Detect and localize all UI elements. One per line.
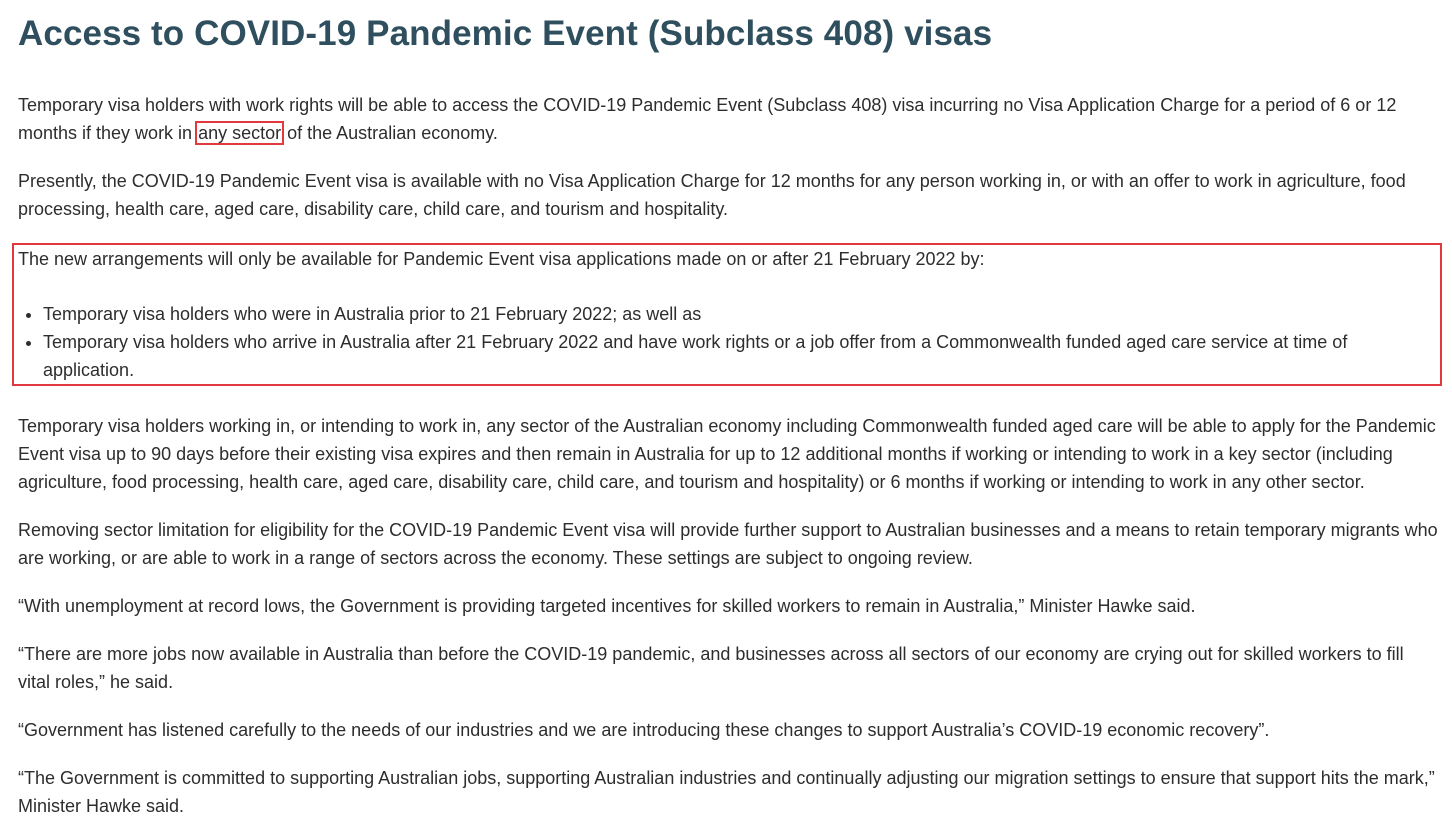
highlight-any-sector: any sector [198, 123, 282, 143]
paragraph-access [18, 91, 1440, 147]
list-item: • Temporary visa holders who were in Australia prior to 21 February 2022; as well as [43, 300, 1440, 328]
quote-government-committed: “The Government is committed to supporting Australian jobs, supporting Australian industries and continually adjusting our migration settings to ensure that support hits the mark,” Minister Hawke said. [18, 768, 1435, 816]
paragraph-removing-limitation: Removing sector limitation for eligibility for the COVID-19 Pandemic Event visa will provide further support to Australian businesses and a means to retain temporary migrants who are working, or are able to work in a range of sectors across the economy. These settings are subject to ongoing review. [18, 520, 1438, 568]
paragraph-temporary-holders: Temporary visa holders working in, or intending to work in, any sector of the Australian economy including Commonwealth funded aged care will be able to apply for the Pandemic Event visa up to 90 days before their existing visa expires and then remain in Australia for up to 12 additional months if working or intending to work in a key sector (including agriculture, food processing, health care, aged care, disability care, child care, and tourism and hospitality) or 6 months if working or intending to work in any other sector. [18, 416, 1436, 492]
quote-unemployment: “With unemployment at record lows, the Government is providing targeted incentives for skilled workers to remain in Australia,” Minister Hawke said. [18, 596, 1196, 616]
paragraph-presently: Presently, the COVID-19 Pandemic Event visa is available with no Visa Application Charge for 12 months for any person working in, or with an offer to work in agriculture, food processing, health care, aged care, disability care, child care, and tourism and hospitality. [18, 171, 1406, 219]
arrangements-list [18, 300, 1440, 384]
highlight-box-arrangements [12, 243, 1442, 386]
paragraph-access-text-after: of the Australian economy. [282, 123, 498, 143]
arrangements-intro: The new arrangements will only be available for Pandemic Event visa applications made on or after 21 February 2022 by: [18, 249, 985, 269]
page-title: Access to COVID-19 Pandemic Event (Subclass 408) visas [18, 14, 993, 53]
paragraph-access-text-before: Temporary visa holders with work rights will be able to access the COVID-19 Pandemic Event (Subclass 408) visa incurring no Visa Application Charge for a period of 6 or 12 months if they work in [18, 95, 1397, 143]
quote-more-jobs: “There are more jobs now available in Australia than before the COVID-19 pandemic, and businesses across all sectors of our economy are crying out for skilled workers to fill vital roles,” he said. [18, 644, 1404, 692]
list-item: • Temporary visa holders who arrive in Australia after 21 February 2022 and have work rights or a job offer from a Commonwealth funded aged care service at time of application. [43, 328, 1440, 384]
quote-government-listened: “Government has listened carefully to the needs of our industries and we are introducing these changes to support Australia’s COVID-19 economic recovery”. [18, 720, 1270, 740]
